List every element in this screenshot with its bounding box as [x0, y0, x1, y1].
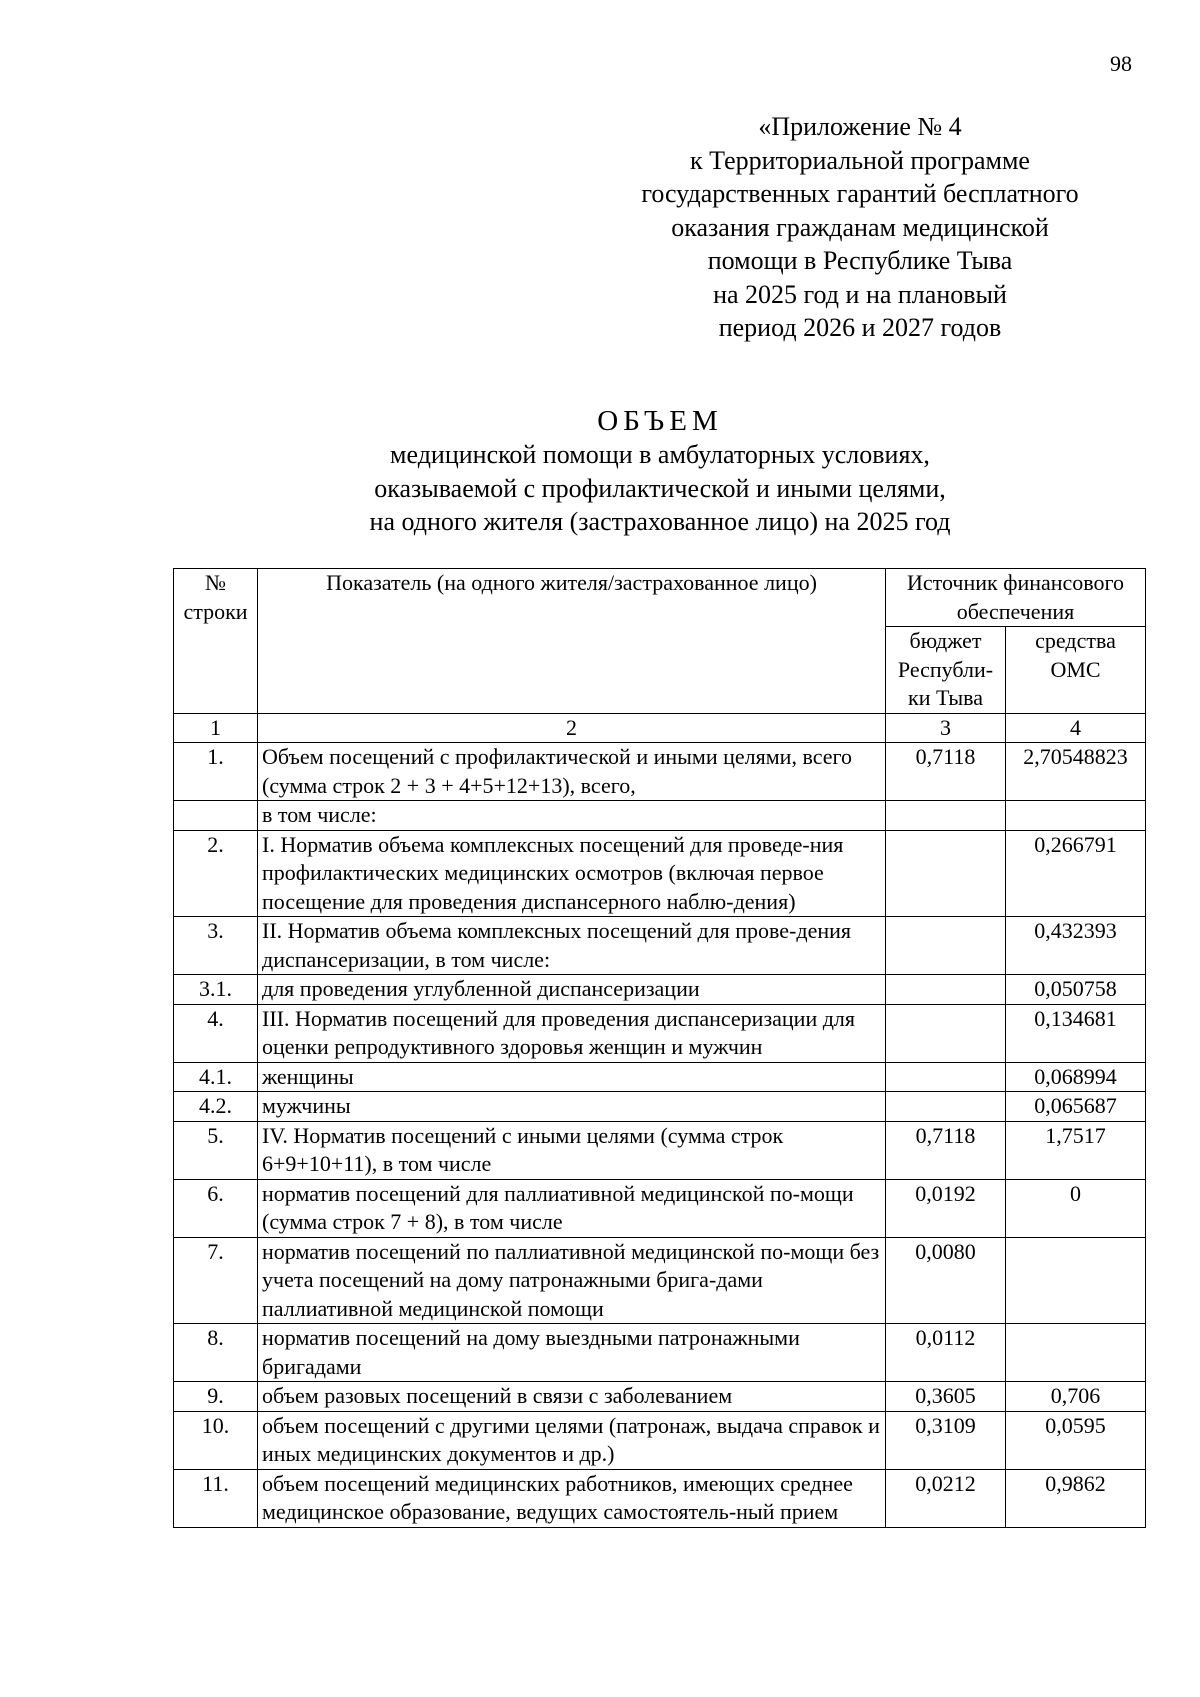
- indicator-cell: для проведения углубленной диспансеризации: [258, 975, 886, 1005]
- table-row: [174, 743, 1146, 801]
- column-numbers-row: [174, 713, 1146, 743]
- row-number-cell: 10.: [174, 1411, 258, 1469]
- column-number: 2: [258, 713, 886, 743]
- title-line: оказываемой с профилактической и иными целями,: [374, 473, 946, 503]
- indicator-cell: женщины: [258, 1062, 886, 1092]
- row-number-cell: 7.: [174, 1237, 258, 1324]
- indicator-cell: норматив посещений на дому выездными патронажными бригадами: [258, 1324, 886, 1382]
- budget-value-cell: [886, 917, 1006, 975]
- indicator-cell: мужчины: [258, 1092, 886, 1122]
- header-budget: бюджет Республи-ки Тыва: [886, 627, 1006, 714]
- budget-value-cell: [886, 975, 1006, 1005]
- title-line: на одного жителя (застрахованное лицо) на 2025 год: [369, 507, 951, 536]
- budget-value-cell: 0,3109: [886, 1411, 1006, 1469]
- oms-value-cell: 0,068994: [1006, 1062, 1146, 1092]
- document-title: [160, 404, 1160, 539]
- row-number-cell: 5.: [174, 1121, 258, 1179]
- appendix-line: «Приложение № 4: [758, 112, 962, 141]
- oms-value-cell: 0,706: [1006, 1382, 1146, 1412]
- row-number-cell: 9.: [174, 1382, 258, 1412]
- table-row: [174, 1237, 1146, 1324]
- header-funding-source: Источник финансового обеспечения: [886, 569, 1146, 627]
- table-row: [174, 1469, 1146, 1527]
- row-number-cell: 4.: [174, 1004, 258, 1062]
- budget-value-cell: [886, 1062, 1006, 1092]
- oms-value-cell: 0,0595: [1006, 1411, 1146, 1469]
- indicator-cell: I. Норматив объема комплексных посещений для проведе-ния профилактических медицинских осмотров (включая первое посещение для проведения диспансерного наблю-дения): [258, 830, 886, 917]
- budget-value-cell: 0,0112: [886, 1324, 1006, 1382]
- row-number-cell: [174, 801, 258, 831]
- budget-value-cell: [886, 801, 1006, 831]
- budget-value-cell: 0,0192: [886, 1179, 1006, 1237]
- oms-value-cell: 0,9862: [1006, 1469, 1146, 1527]
- oms-value-cell: 1,7517: [1006, 1121, 1146, 1179]
- table-row: [174, 1411, 1146, 1469]
- header-oms: средства ОМС: [1006, 627, 1146, 714]
- budget-value-cell: [886, 1092, 1006, 1122]
- indicator-cell: объем посещений с другими целями (патронаж, выдача справок и иных медицинских документов и др.): [258, 1411, 886, 1469]
- page-number: 98: [1110, 51, 1132, 76]
- row-number-cell: 11.: [174, 1469, 258, 1527]
- row-number-cell: 4.1.: [174, 1062, 258, 1092]
- oms-value-cell: [1006, 801, 1146, 831]
- table-header-row: [174, 569, 1146, 627]
- table-row: [174, 1121, 1146, 1179]
- budget-value-cell: 0,0080: [886, 1237, 1006, 1324]
- table-row: [174, 1004, 1146, 1062]
- table-row: [174, 1062, 1146, 1092]
- indicator-cell: III. Норматив посещений для проведения диспансеризации для оценки репродуктивного здоровья женщин и мужчин: [258, 1004, 886, 1062]
- row-number-cell: 4.2.: [174, 1092, 258, 1122]
- row-number-cell: 8.: [174, 1324, 258, 1382]
- appendix-line: помощи в Республике Тыва: [707, 246, 1013, 275]
- table-row: [174, 830, 1146, 917]
- appendix-line: государственных гарантий бесплатного: [641, 179, 1079, 208]
- indicator-cell: в том числе:: [258, 801, 886, 831]
- volume-table: [173, 568, 1146, 1528]
- indicator-cell: Объем посещений с профилактической и иными целями, всего (сумма строк 2 + 3 + 4+5+12+13), всего,: [258, 743, 886, 801]
- budget-value-cell: 0,7118: [886, 743, 1006, 801]
- oms-value-cell: 0,432393: [1006, 917, 1146, 975]
- budget-value-cell: [886, 830, 1006, 917]
- indicator-cell: объем посещений медицинских работников, имеющих среднее медицинское образование, ведущих самостоятель-ный прием: [258, 1469, 886, 1527]
- title-line: медицинской помощи в амбулаторных условиях,: [390, 440, 930, 469]
- header-indicator: Показатель (на одного жителя/застрахованное лицо): [258, 569, 886, 714]
- oms-value-cell: 0,065687: [1006, 1092, 1146, 1122]
- column-number: 3: [886, 713, 1006, 743]
- table-row: [174, 801, 1146, 831]
- title-main: ОБЪЕМ: [597, 405, 723, 437]
- oms-value-cell: [1006, 1324, 1146, 1382]
- appendix-line: период 2026 и 2027 годов: [718, 313, 1002, 342]
- appendix-heading: [600, 110, 1120, 345]
- table-row: [174, 1382, 1146, 1412]
- header-row-number: № строки: [174, 569, 258, 714]
- oms-value-cell: [1006, 1237, 1146, 1324]
- row-number-cell: 2.: [174, 830, 258, 917]
- indicator-cell: норматив посещений по паллиативной медицинской по-мощи без учета посещений на дому патронажными брига-дами паллиативной медицинской помощи: [258, 1237, 886, 1324]
- budget-value-cell: 0,0212: [886, 1469, 1006, 1527]
- row-number-cell: 3.1.: [174, 975, 258, 1005]
- table-row: [174, 917, 1146, 975]
- column-number: 4: [1006, 713, 1146, 743]
- oms-value-cell: 2,70548823: [1006, 743, 1146, 801]
- budget-value-cell: 0,7118: [886, 1121, 1006, 1179]
- budget-value-cell: [886, 1004, 1006, 1062]
- row-number-cell: 6.: [174, 1179, 258, 1237]
- table-row: [174, 1092, 1146, 1122]
- table-row: [174, 1324, 1146, 1382]
- oms-value-cell: 0,266791: [1006, 830, 1146, 917]
- indicator-cell: объем разовых посещений в связи с заболеванием: [258, 1382, 886, 1412]
- budget-value-cell: 0,3605: [886, 1382, 1006, 1412]
- oms-value-cell: 0,050758: [1006, 975, 1146, 1005]
- row-number-cell: 3.: [174, 917, 258, 975]
- row-number-cell: 1.: [174, 743, 258, 801]
- table-row: [174, 975, 1146, 1005]
- column-number: 1: [174, 713, 258, 743]
- table-row: [174, 1179, 1146, 1237]
- indicator-cell: IV. Норматив посещений с иными целями (сумма строк 6+9+10+11), в том числе: [258, 1121, 886, 1179]
- table-body: [174, 743, 1146, 1528]
- oms-value-cell: 0,134681: [1006, 1004, 1146, 1062]
- indicator-cell: II. Норматив объема комплексных посещений для прове-дения диспансеризации, в том числе:: [258, 917, 886, 975]
- appendix-line: на 2025 год и на плановый: [713, 279, 1007, 309]
- indicator-cell: норматив посещений для паллиативной медицинской по-мощи (сумма строк 7 + 8), в том числе: [258, 1179, 886, 1237]
- oms-value-cell: 0: [1006, 1179, 1146, 1237]
- appendix-line: оказания гражданам медицинской: [671, 212, 1049, 242]
- appendix-line: к Территориальной программе: [690, 145, 1030, 175]
